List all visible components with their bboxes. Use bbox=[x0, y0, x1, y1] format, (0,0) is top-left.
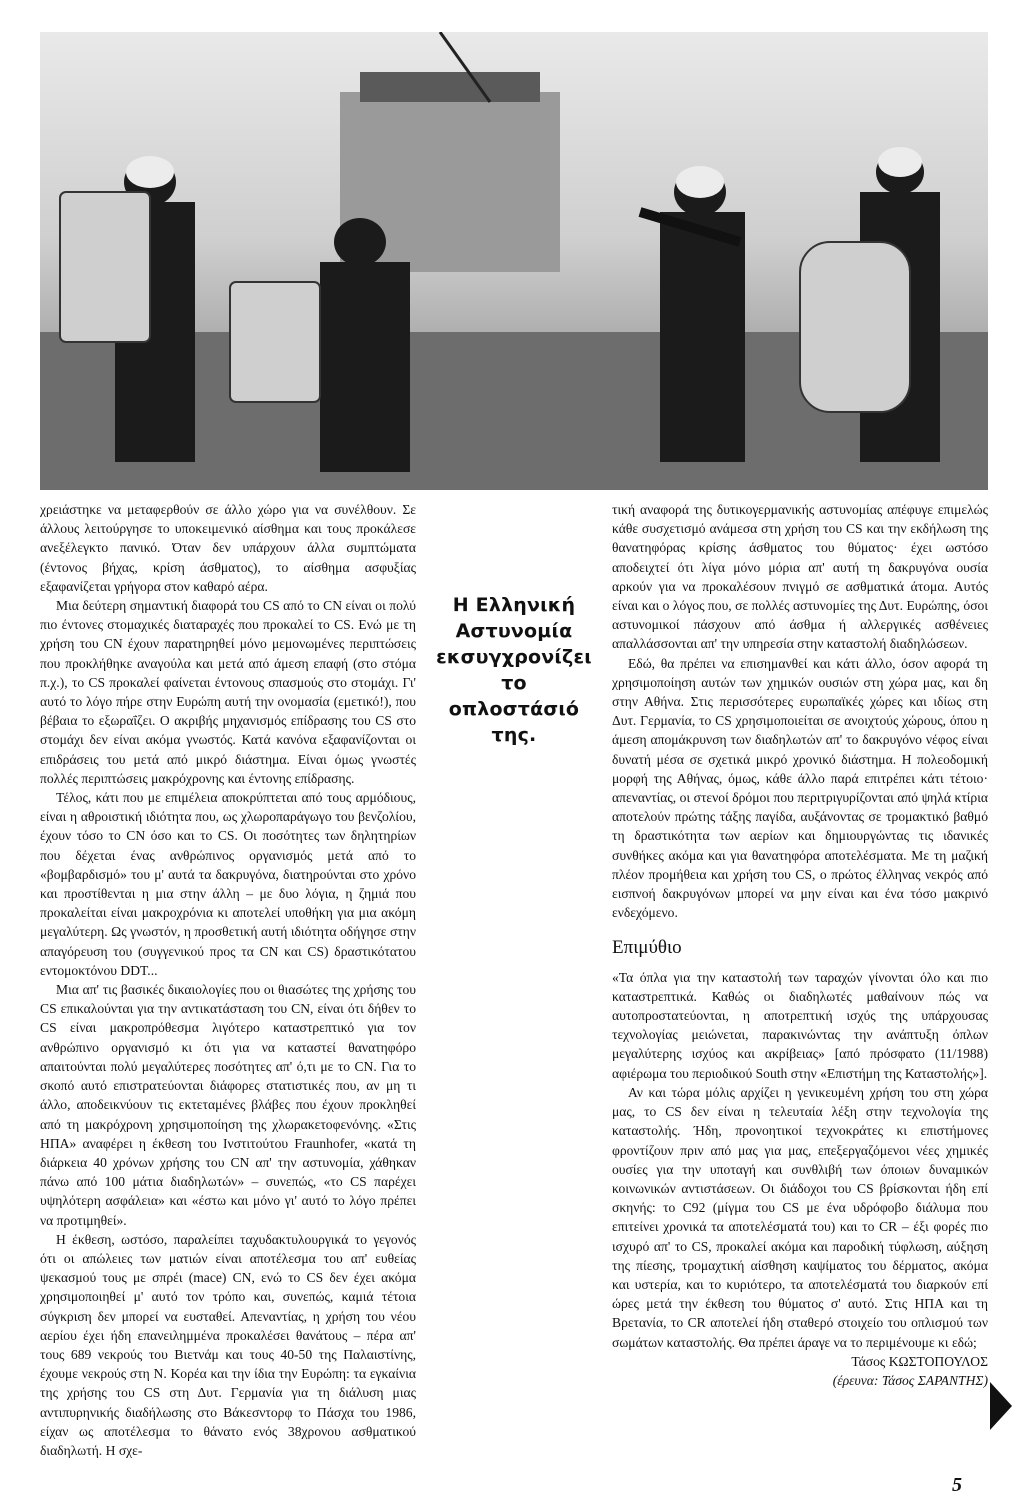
pull-quote-line: Αστυνομία bbox=[455, 620, 573, 642]
research-credit: (έρευνα: Τάσος ΣΑΡΑΝΤΗΣ) bbox=[832, 1372, 988, 1388]
pull-quote bbox=[424, 592, 604, 748]
riot-police-photo bbox=[40, 32, 988, 490]
paragraph: χρειάστηκε να μεταφερθούν σε άλλο χώρο για να συνέλθουν. Σε άλλους λειτούργησε το υποκειμενικό αίσθημα και τους προκάλεσε ανεξέλεγκτο πανικό. Όταν δεν υπάρχουν άλλα συμπτώματα (έντονος βήχας, κρίση άσθματος), το αίσθημα ασφυξίας εξαφανίζεται γρήγορα στον καθαρό αέρα. bbox=[40, 502, 416, 594]
paragraph: Εδώ, θα πρέπει να επισημανθεί και κάτι άλλο, όσον αφορά τη χρησιμοποίηση αυτών των χημικών ουσιών στη χώρα μας, και δη στην Αθήνα. Στις περισσότερες ευρωπαϊκές χώρες και ιδίως στη Δυτ. Γερμανία, το CS χρησιμοποιείται σε ανοιχτούς χώρους, όπου η άμεση απομάκρυνση των διαδηλωτών απ' το δακρυγόνο νέφος είναι δυνατή μέσα σε σχετικά μικρό χρονικό διάστημα. Η πολεοδομική μορφή της Αθήνας, όμως, κάθε άλλο παρά επιτρέπει κάτι τέτοιο· απεναντίας, οι στενοί δρόμοι που περιτριγυρίζονται από ψηλά κτίρια αποτελούν πρώτης τάξης παγίδα, αυξάνοντας σε τρομακτικό βαθμό τη δραστικότητα των αερίων και δημιουργώντας τις ιδανικές συνθήκες ακόμα και για θανατηφόρα αποτελέσματα. Με τη μαζική πλέον προμήθεια και χρήση του CS, ο πρώτος έλληνας νεκρός από εισπνοή δακρυγόνων μπορεί να μην είναι και ένα τόσο μακρινό ενδεχόμενο. bbox=[612, 655, 988, 921]
page-number: 5 bbox=[952, 1474, 962, 1496]
paragraph: «Τα όπλα για την καταστολή των ταραχών γίνονται όλο και πιο καταστρεπτικά. Καθώς οι διαδηλωτές μαθαίνουν πώς να αυτοπροστατεύονται, η αποτρεπτική ισχύς της υπάρχουσας τεχνολογίας μειώνεται, παρακινώντας την ανάπτυξη όπλων μεγαλύτερης ισχύος και ακρίβειας» [από πρόσφατο (11/1988) αφιέρωμα του περιοδικού South στην «Επιστήμη της Καταστολής»]. bbox=[612, 969, 988, 1081]
paragraph: Τέλος, κάτι που με επιμέλεια αποκρύπτεται από τους αρμόδιους, είναι η αθροιστική ιδιότητα που, ως χλωροπαράγωγο του βενζολίου, έχουν τόσο το CN όσο και το CS. Οι ποσότητες των δηλητηρίων που δέχεται ένας ανθρώπινος οργανισμός μετά από το «βομβαρδισμό» του μ' αυτά τα δακρυγόνα, διατηρούνται στο χρόνο και προστίθενται η μια στην άλλη – με δυο λόγια, η ζημιά που προκαλείται είναι μακροχρόνια κι αποτελεί υποθήκη για μια ακόμη μεγαλύτερη. Ως γνωστόν, η προσθετική αυτή ιδιότητα οδήγησε στην απαγόρευση του (συγγενικού προς τα CN και CS) δραστικότατου εντομοκτόνου DDT... bbox=[40, 790, 416, 978]
left-column bbox=[40, 500, 416, 1460]
right-column bbox=[612, 500, 988, 1390]
section-title: Επιμύθιο bbox=[612, 937, 682, 959]
paragraph: Αν και τώρα μόλις αρχίζει η γενικευμένη χρήση του στη χώρα μας, το CS δεν είναι η τελευταία λέξη στην τεχνολογία της καταστολής. Ήδη, προνοητικοί τεχνοκράτες κι επιστήμονες φροντίζουν πριν από μας για μας, επεξεργαζόμενοι νέες χημικές ουσίες για την υποταγή και συνθλιβή των όποιων δυναμικών κοινωνικών αντιστάσεων. Οι διάδοχοι του CS βρίσκονται ήδη επί σκηνής: το C92 (μίγμα του CS με ένα υδρόφοβο διάλυμα που επιτείνει χρονικά τα αποτελέσματά του) και το CR – έξι φορές πιο ισχυρό απ' το CS, προκαλεί ακόμα και παροδική τύφλωση, αύξηση της πίεσης, τρομαχτική αίσθηση καψίματος του δέρματος, ακόμα και υστερία, και το κυριότερο, τα αποτελέσματά του διαρκούν επί ώρες μετά την έκθεση του θύματος σ' αυτό. Στις ΗΠΑ και τη Βρετανία, το CR αποτελεί ήδη σταθερό στοιχείο του οπλισμού των σωμάτων καταστολής. Θα πρέπει άραγε να το περιμένουμε κι εδώ; bbox=[612, 1084, 988, 1350]
paragraph: Μια δεύτερη σημαντική διαφορά του CS από το CN είναι οι πολύ πιο έντονες στομαχικές διαταραχές που προκαλεί το CS. Ενώ με τη χρήση του CN έχουν παρατηρηθεί μόνο μεμονωμένες περιπτώσεις που προκλήθηκε αναγούλα και μετά από άμεση επαφή (στο στόμα π.χ.), το CS προκαλεί φαίνεται έντονους σπασμούς στο στομάχι. Γι' αυτό το λόγο πήρε στην Ευρώπη αυτή την ονομασία (εμετικό!), που βέβαια το εξωραΐζει. Ο ακριβής μηχανισμός επίδρασης του CS στο στομάχι δεν είναι ακόμα γνωστός. Κατά κανόνα εξαφανίζονται οι επιδράσεις του μετά από μικρό διάστημα. Είναι όμως γνωστές πολλές περιπτώσεις μακρόχρονης και έντονης επίδρασης. bbox=[40, 598, 416, 786]
pull-quote-line: εκσυγχρονίζει το bbox=[436, 646, 592, 694]
photo-illustration bbox=[40, 32, 988, 490]
signature bbox=[612, 1352, 988, 1390]
end-mark-icon bbox=[990, 1382, 1012, 1430]
paragraph: Μια απ' τις βασικές δικαιολογίες που οι θιασώτες της χρήσης του CS επικαλούνται για την αντικατάσταση του CN, είναι ότι δήθεν το CS είναι μακροπρόθεσμα λιγότερο καταστρεπτικό για τον ανθρώπινο οργανισμό κι ότι για να καταστεί θανατηφόρο απαιτούνται πολύ μεγαλύτερες ποσότητες απ' ό,τι με το CN. Για το σκοπό αυτό επιστρατεύονται διάφορες στατιστικές που, αν μη τι άλλο, αποδεικνύουν τις εκτεταμένες βλάβες που έχουν προκληθεί από τη μακρόχρονη χρησιμοποίηση της χλωρακετοφενόνης. «Στις ΗΠΑ» αναφέρει η έκθεση του Ινστιτούτου Fraunhofer, «κατά τη διάρκεια 40 χρόνων χρήσης του CN απ' την αστυνομία, χάθηκαν πάνω από 100 μάτια διαδηλωτών» – συνεπώς, «το CS παρέχει υψηλότερη ασφάλεια» και «έστω και μόνο γι' αυτό το λόγο πρέπει να προτιμηθεί». bbox=[40, 982, 416, 1228]
pull-quote-line: οπλοστάσιό της. bbox=[448, 698, 580, 746]
author-name: Τάσος ΚΩΣΤΟΠΟΥΛΟΣ bbox=[851, 1353, 988, 1369]
paragraph: Η έκθεση, ωστόσο, παραλείπει ταχυδακτυλουργικά το γεγονός ότι οι απώλειες των ματιών είναι αποτέλεσμα του απ' ευθείας ψεκασμού τους με σπρέι (mace) CN, ενώ το CS δεν έχει ακόμα χρησιμοποιηθεί μ' αυτό τον τρόπο και, συνεπώς, καμιά τέτοια σύγκριση δεν μπορεί να ευσταθεί. Απεναντίας, η χρήση του νέου αερίου έχει ήδη επανειλημμένα προκαλέσει θανάτους – πέρα απ' τους 689 νεκρούς του Βιετνάμ και τους 40-50 της Παλαιστίνης, έχουμε νεκρούς στη Ν. Κορέα και την ίδια την Ευρώπη: τα εγκαίνια της χρήσης του CS στη Δυτ. Γερμανία για τη διάλυση μιας αντιπυρηνικής διαδήλωσης στο Βάκεσντορφ το Πάσχα του 1986, είχαν ως αποτέλεσμα το θάνατο ενός 38χρονου ασθματικού διαδηλωτή. Η σχε- bbox=[40, 1231, 416, 1458]
pull-quote-line: Η Ελληνική bbox=[452, 594, 576, 616]
paragraph: τική αναφορά της δυτικογερμανικής αστυνομίας απέφυγε επιμελώς κάθε συσχετισμό ανάμεσα στη χρήση του CS και την εκδήλωση της θανατηφόρας κρίσης άσθματος του θύματος· έχει ωστόσο αποδειχτεί ότι λίγα μόνο μόρια απ' αυτή τη δακρυγόνα ουσία αρκούν για να προκαλέσουν πνιγμό σε ασθματικά άτομα. Αυτός είναι και ο λόγος που, σε πολλές αστυνομίες της Δυτ. Ευρώπης, όσοι αστυνομικοί πάσχουν από άσθμα ή αλλεργικές ασθένειες απαλλάσσονται απ' την υπηρεσία στην καταστολή διαδηλώσεων. bbox=[612, 502, 988, 652]
